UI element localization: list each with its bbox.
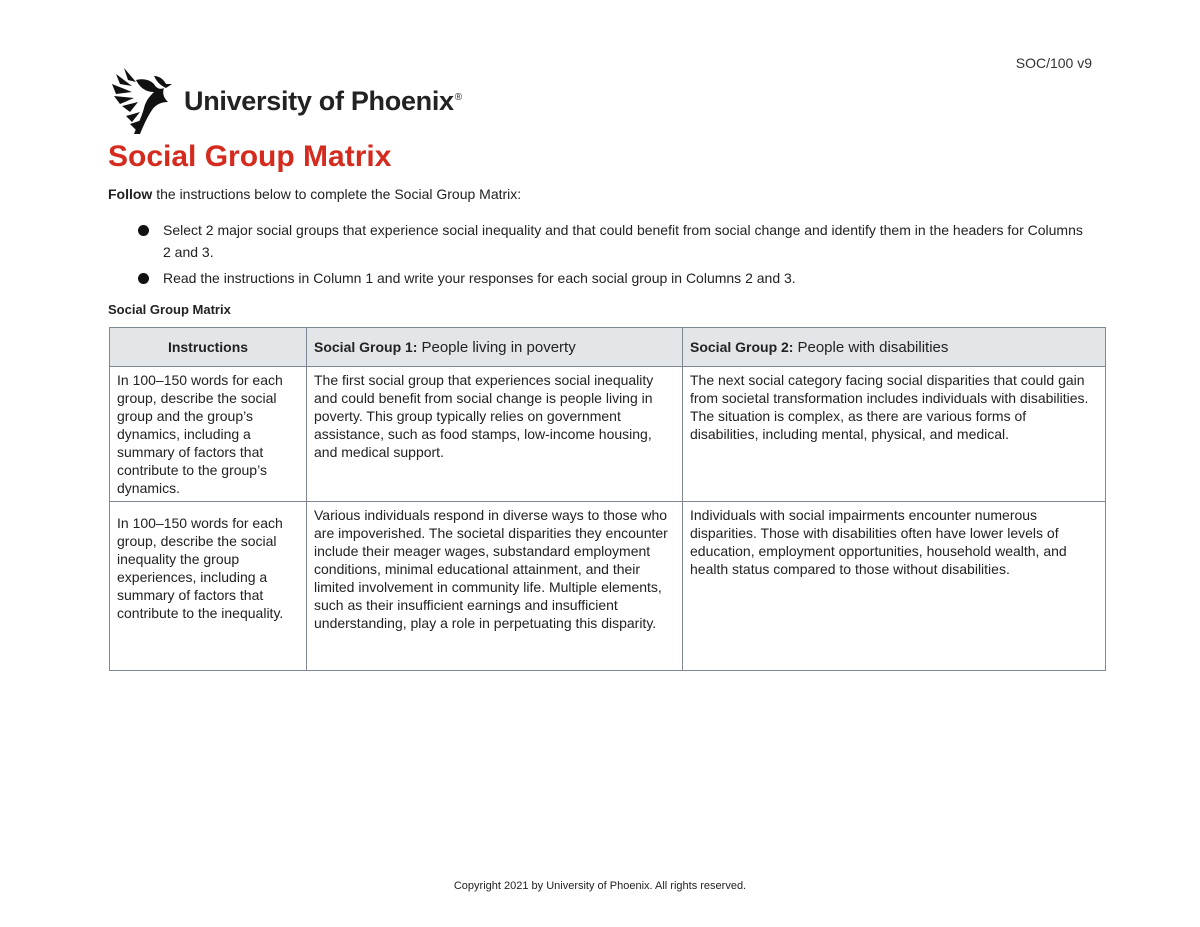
- registered-mark: ®: [454, 91, 462, 103]
- group2-response-cell[interactable]: Individuals with social impairments encounter numerous disparities. Those with disabilities often have lower levels of education, employment opportunities, household wealth, and health status compared to those without disabilities.: [683, 502, 1106, 671]
- instruction-list: [108, 219, 1088, 293]
- group1-label: Social Group 1:: [314, 338, 418, 355]
- bullet-text: Read the instructions in Column 1 and write your responses for each social group in Columns 2 and 3.: [163, 270, 796, 286]
- table-header-row: [110, 328, 1106, 367]
- group2-response-cell[interactable]: The next social category facing social disparities that could gain from societal transformation includes individuals with disabilities. The situation is complex, as there are various forms of disabilities, including mental, physical, and medical.: [683, 367, 1106, 502]
- bullet-text: Select 2 major social groups that experience social inequality and that could benefit from social change and identify them in the headers for Columns 2 and 3.: [163, 222, 1083, 260]
- list-item: [108, 219, 1088, 263]
- list-item: [108, 267, 1088, 289]
- bullet-dot-icon: [138, 273, 149, 284]
- table-row: [110, 502, 1106, 671]
- header-social-group-1: [307, 328, 683, 367]
- table-row: [110, 367, 1106, 502]
- group1-response-cell[interactable]: The first social group that experiences social inequality and could benefit from social change is people living in poverty. This group typically relies on government assistance, such as food stamps, low-income housing, and medical support.: [307, 367, 683, 502]
- group2-label: Social Group 2:: [690, 338, 794, 355]
- group1-response-cell[interactable]: Various individuals respond in diverse ways to those who are impoverished. The societal disparities they encounter include their meager wages, substandard employment conditions, minimal educational attainment, and their limited involvement in community life. Multiple elements, such as their insufficient earnings and insufficient understanding, play a role in perpetuating this disparity.: [307, 502, 683, 671]
- header-social-group-2: [683, 328, 1106, 367]
- social-group-matrix-table: [109, 327, 1106, 671]
- group1-name: People living in poverty: [421, 338, 576, 356]
- bullet-dot-icon: [138, 225, 149, 236]
- phoenix-bird-icon: [110, 66, 176, 136]
- university-logo: [110, 66, 462, 136]
- table-caption: Social Group Matrix: [108, 302, 231, 317]
- intro-bold: Follow: [108, 186, 153, 202]
- course-code: SOC/100 v9: [1015, 55, 1092, 71]
- copyright-footer: Copyright 2021 by University of Phoenix. All rights reserved.: [453, 880, 747, 892]
- logo-wordmark: [184, 86, 462, 117]
- intro-text: [108, 186, 521, 202]
- instruction-cell: In 100–150 words for each group, describe the social group and the group’s dynamics, including a summary of factors that contribute to the group’s dynamics.: [110, 367, 307, 502]
- header-instructions: Instructions: [110, 328, 307, 367]
- logo-text: University of Phoenix: [184, 85, 454, 116]
- instruction-cell: In 100–150 words for each group, describe the social inequality the group experiences, including a summary of factors that contribute to the inequality.: [110, 502, 307, 671]
- group2-name: People with disabilities: [797, 338, 949, 356]
- intro-rest: the instructions below to complete the Social Group Matrix:: [152, 186, 522, 202]
- page-title: Social Group Matrix: [108, 140, 392, 173]
